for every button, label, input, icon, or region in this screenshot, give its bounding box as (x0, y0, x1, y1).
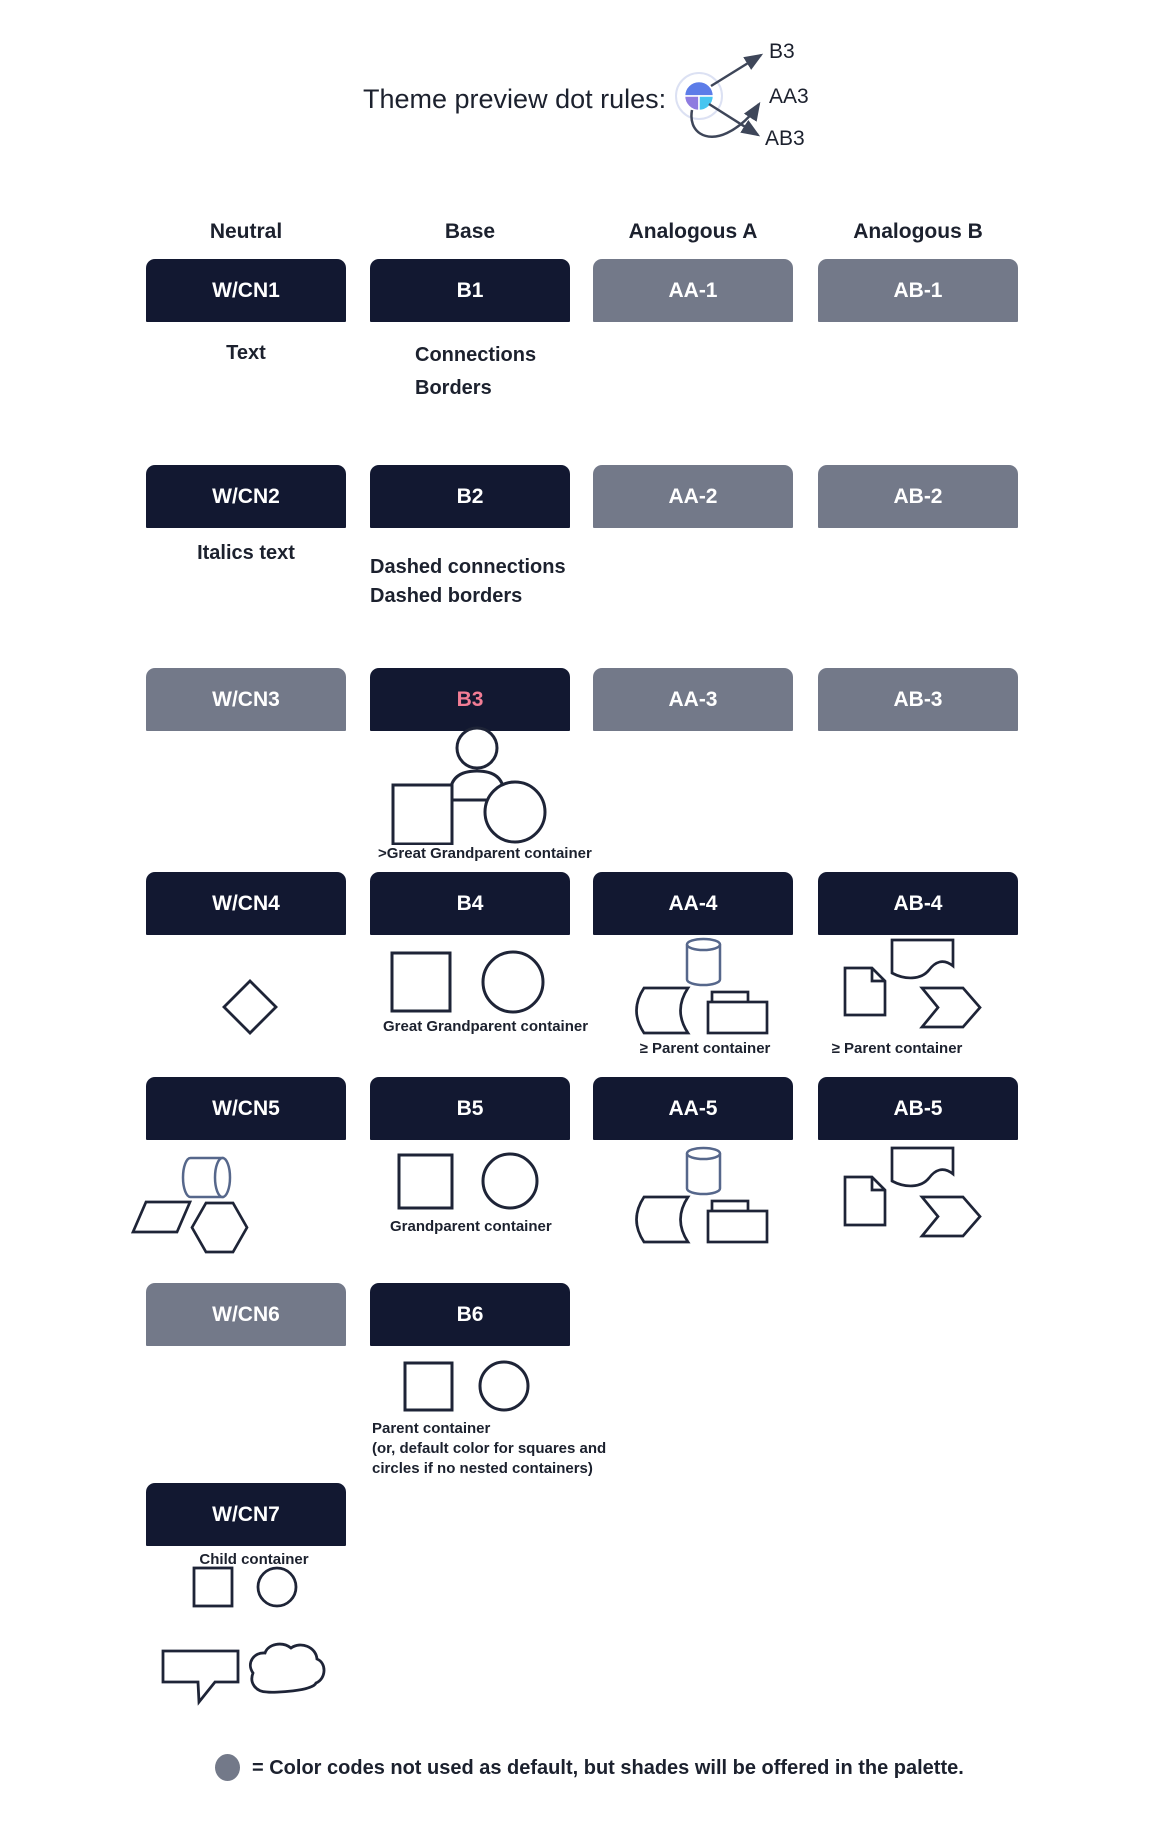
legend-text: = Color codes not used as default, but shades will be offered in the palette. (252, 1757, 964, 1779)
square-shape (393, 785, 452, 844)
square-shape (194, 1568, 232, 1606)
swatch-ab4: AB-4 (818, 872, 1018, 935)
stored-data-shape (637, 1197, 689, 1242)
ab5-shape-cluster (835, 1140, 995, 1245)
dot-label-b3: B3 (769, 40, 795, 63)
annotation-text: Text (226, 342, 266, 364)
annotation-dashed (370, 553, 566, 611)
annotation-parent-container: Parent container (372, 1420, 491, 1437)
annotation-b6-note-line2: (or, default color for squares and (372, 1440, 607, 1457)
cylinder-top-icon (687, 1148, 720, 1159)
arrow-to-b3 (711, 55, 761, 86)
swatch-aa5: AA-5 (593, 1077, 793, 1140)
callout-shape (163, 1651, 238, 1702)
column-header-analogous-b: Analogous B (853, 220, 983, 243)
wcn7-shape-cluster (155, 1560, 345, 1710)
column-header-analogous-a: Analogous A (628, 220, 758, 243)
column-header-neutral: Neutral (209, 220, 283, 243)
annotation-wcn7-label: Child container (199, 1551, 309, 1568)
annotation-dashed-borders: Dashed borders (370, 585, 523, 607)
circle-shape (483, 1154, 537, 1208)
cloud-shape (250, 1644, 324, 1692)
document-shape (845, 1177, 885, 1225)
swatch-wcn7: W/CN7 (146, 1483, 346, 1546)
swatch-b4: B4 (370, 872, 570, 935)
circle-shape (258, 1568, 296, 1606)
annotation-italics-text: Italics text (197, 542, 295, 564)
folder-body-shape (708, 1002, 767, 1033)
swatch-wcn1: W/CN1 (146, 259, 346, 322)
wcn5-shape-cluster (120, 1140, 260, 1260)
b4-shape-cluster (380, 945, 560, 1015)
document-shape (845, 968, 885, 1015)
aa5-shape-cluster (620, 1140, 790, 1250)
dot-label-ab3: AB3 (765, 127, 805, 150)
annotation-b5-shapes: Grandparent container (390, 1218, 552, 1235)
swatch-wcn4: W/CN4 (146, 872, 346, 935)
square-shape (399, 1155, 452, 1208)
swatch-ab3: AB-3 (818, 668, 1018, 731)
wcn4-shape-cluster (200, 960, 300, 1060)
square-shape (392, 953, 450, 1011)
annotation-borders: Borders (415, 377, 492, 399)
diamond-shape (224, 981, 276, 1033)
hexagon-shape (192, 1203, 247, 1252)
swatch-wcn6: W/CN6 (146, 1283, 346, 1346)
chevron-shape (922, 1197, 980, 1236)
swatch-wcn2: W/CN2 (146, 465, 346, 528)
b6-shape-cluster (395, 1355, 545, 1413)
person-head-icon (457, 728, 497, 768)
legend-dot (215, 1754, 240, 1781)
swatch-b6: B6 (370, 1283, 570, 1346)
page-title: Theme preview dot rules: (363, 84, 667, 114)
b3-shape-cluster (370, 725, 570, 845)
swatch-ab1: AB-1 (818, 259, 1018, 322)
square-shape (405, 1363, 452, 1410)
annotation-dashed-connections: Dashed connections (370, 556, 566, 578)
b5-shape-cluster (390, 1148, 560, 1210)
stored-data-shape (637, 988, 689, 1033)
ab4-shape-cluster (835, 930, 995, 1035)
folder-body-shape (708, 1211, 767, 1242)
circle-shape (480, 1362, 528, 1410)
cylinder-top-icon (687, 939, 720, 950)
circle-shape (483, 952, 543, 1012)
annotation-b6-note-line3: circles if no nested containers) (372, 1460, 593, 1477)
swatch-aa2: AA-2 (593, 465, 793, 528)
annotation-b6-shapes (372, 1419, 606, 1479)
swatch-aa3: AA-3 (593, 668, 793, 731)
annotation-ab4-shapes: ≥ Parent container (831, 1040, 963, 1057)
wavy-document-shape (892, 1148, 953, 1186)
swatch-wcn5: W/CN5 (146, 1077, 346, 1140)
annotation-b4-shapes: Great Grandparent container (383, 1018, 589, 1035)
column-header-base: Base (444, 220, 496, 243)
chevron-shape (922, 988, 980, 1027)
swatch-aa1: AA-1 (593, 259, 793, 322)
annotation-connections: Connections (415, 344, 537, 366)
swatch-ab2: AB-2 (818, 465, 1018, 528)
aa4-shape-cluster (620, 930, 790, 1040)
swatch-wcn3: W/CN3 (146, 668, 346, 731)
swatch-ab5: AB-5 (818, 1077, 1018, 1140)
annotation-aa4-shapes: ≥ Parent container (639, 1040, 771, 1057)
parallelogram-shape (133, 1202, 190, 1232)
dot-label-aa3: AA3 (769, 85, 809, 108)
swatch-b1: B1 (370, 259, 570, 322)
swatch-aa4: AA-4 (593, 872, 793, 935)
wavy-document-shape (892, 940, 953, 978)
horizontal-cylinder-rim-icon (215, 1158, 230, 1197)
swatch-b2: B2 (370, 465, 570, 528)
annotation-b3-shapes: >Great Grandparent container (378, 845, 592, 862)
swatch-b5: B5 (370, 1077, 570, 1140)
circle-shape (485, 782, 545, 842)
swatch-b3: B3 (370, 668, 570, 731)
annotation-connections-borders (415, 339, 536, 405)
